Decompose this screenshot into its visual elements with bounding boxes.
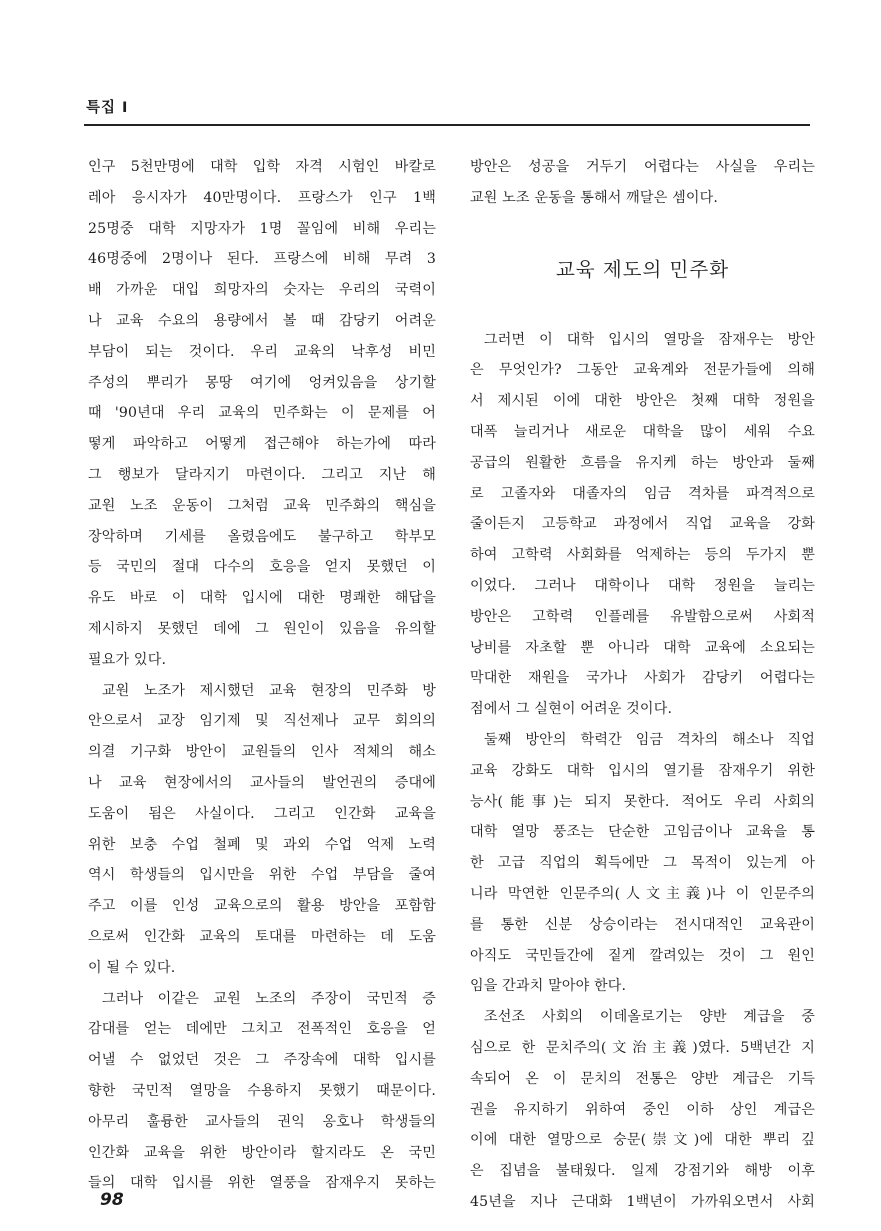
section-heading: 교육 제도의 민주화 xyxy=(555,257,730,281)
text-line: 인간화 교육을 위한 방안이라 할지라도 온 국민 xyxy=(88,1144,436,1161)
text-line: 둘째 방안의 학력간 임금 격차의 해소나 직업 xyxy=(484,731,815,748)
text-line: 점에서 그 실현이 어려운 것이다. xyxy=(470,701,673,718)
text-line: 어낼 수 없었던 것은 그 주장속에 대학 입시를 xyxy=(88,1052,436,1069)
right-column xyxy=(470,152,815,1218)
text-line: 아직도 국민들간에 짙게 깔려있는 것이 그 원인 xyxy=(470,947,815,964)
text-line: 46명중에 2명이나 된다. 프랑스에 비해 무려 3 xyxy=(88,251,436,268)
text-line: 조선조 사회의 이데올로기는 양반 계급을 중 xyxy=(484,1009,815,1026)
text-line: 도움이 됨은 사실이다. 그리고 인간화 교육을 xyxy=(88,805,436,822)
left-column xyxy=(88,152,436,1199)
text-line: 를 통한 신분 상승이라는 전시대적인 교육관이 xyxy=(470,916,815,933)
text-line: 25명중 대학 지망자가 1명 꼴임에 비해 우리는 xyxy=(88,220,436,237)
text-line: 대학 열망 풍조는 단순한 고임금이나 교육을 통 xyxy=(470,824,815,841)
text-line: 필요가 있다. xyxy=(88,651,167,668)
text-line: 위한 보충 수업 철폐 및 과외 수업 억제 노력 xyxy=(88,836,436,853)
header-rule xyxy=(84,124,810,126)
text-line: 나 교육 현장에서의 교사들의 발언권의 증대에 xyxy=(88,774,436,791)
text-line: 레아 응시자가 40만명이다. 프랑스가 인구 1백 xyxy=(88,189,436,206)
text-line: 인구 5천만명에 대학 입학 자격 시험인 바칼로 xyxy=(88,159,436,175)
text-line: 속되어 온 이 문치의 전통은 양반 계급은 기득 xyxy=(470,1070,815,1087)
text-line: 역시 학생들의 입시만을 위한 수업 부담을 줄여 xyxy=(88,867,436,884)
text-line: 한 고급 직업의 획득에만 그 목적이 있는게 아 xyxy=(470,855,815,872)
text-line: 으로써 인간화 교육의 토대를 마련하는 데 도움 xyxy=(88,928,436,945)
text-line: 교원 노조 운동이 그처럼 교육 민주화의 핵심을 xyxy=(88,497,436,514)
text-line: 때 '90년대 우리 교육의 민주화는 이 문제를 어 xyxy=(88,405,436,422)
text-line: 은 집념을 불태웠다. 일제 강점기와 해방 이후 xyxy=(470,1163,815,1180)
text-line: 서 제시된 이에 대한 방안은 첫째 대학 정원을 xyxy=(470,393,815,410)
text-line: 떻게 파악하고 어떻게 접근해야 하는가에 따라 xyxy=(88,436,436,453)
text-line: 나 교육 수요의 용량에서 볼 때 감당키 어려운 xyxy=(88,312,436,329)
text-line: 줄이든지 고등학교 과정에서 직업 교육을 강화 xyxy=(470,516,815,533)
text-line: 주성의 뿌리가 몽땅 여기에 엉켜있음을 상기할 xyxy=(88,374,436,391)
page-number: 98 xyxy=(100,1190,124,1210)
text-line: 방안은 성공을 거두기 어렵다는 사실을 우리는 xyxy=(470,159,815,175)
text-line: 부담이 되는 것이다. 우리 교육의 낙후성 비민 xyxy=(88,343,436,360)
text-line: 임을 간과치 말아야 한다. xyxy=(470,978,627,995)
text-line: 안으로서 교장 임기제 및 직선제나 교무 회의의 xyxy=(88,713,436,730)
text-line: 이에 대한 열망으로 숭문(崇文)에 대한 뿌리 깊 xyxy=(470,1132,815,1149)
text-line: 교육 강화도 대학 입시의 열기를 잠재우기 위한 xyxy=(470,762,815,779)
text-line: 하여 고학력 사회화를 억제하는 등의 두가지 뿐 xyxy=(470,547,815,564)
text-line: 심으로 한 문치주의(文治主義)였다. 5백년간 지 xyxy=(470,1039,815,1056)
text-line: 공급의 원활한 흐름을 유지케 하는 방안과 둘째 xyxy=(470,454,815,471)
text-line: 막대한 재원을 국가나 사회가 감당키 어렵다는 xyxy=(470,670,815,687)
text-line: 로 고졸자와 대졸자의 임금 격차를 파격적으로 xyxy=(470,485,815,502)
text-line: 감대를 얻는 데에만 그치고 전폭적인 호응을 얻 xyxy=(88,1021,436,1038)
text-line: 은 무엇인가? 그동안 교육계와 전문가들에 의해 xyxy=(470,362,815,379)
text-line: 니라 막연한 인문주의(人文主義)나 이 인문주의 xyxy=(470,885,815,902)
text-line: 능사(能事)는 되지 못한다. 적어도 우리 사회의 xyxy=(470,793,815,810)
text-line: 대폭 늘리거나 새로운 대학을 많이 세워 수요 xyxy=(470,423,815,440)
text-line: 그 행보가 달라지기 마련이다. 그리고 지난 해 xyxy=(88,466,436,483)
text-line: 권을 유지하기 위하여 중인 이하 상인 계급은 xyxy=(470,1101,815,1118)
text-line: 유도 바로 이 대학 입시에 대한 명쾌한 해답을 xyxy=(88,590,436,607)
text-line: 방안은 고학력 인플레를 유발함으로써 사회적 xyxy=(470,608,815,625)
text-line: 교원 노조 운동을 통해서 깨달은 셈이다. xyxy=(470,189,719,206)
text-line: 주고 이를 인성 교육으로의 활용 방안을 포함함 xyxy=(88,898,436,915)
text-line: 배 가까운 대입 희망자의 숫자는 우리의 국력이 xyxy=(88,282,436,299)
text-line: 낭비를 자초할 뿐 아니라 대학 교육에 소요되는 xyxy=(470,639,815,656)
page-header-label: 특집 I xyxy=(86,100,129,116)
text-line: 교원 노조가 제시했던 교육 현장의 민주화 방 xyxy=(102,682,436,699)
text-line: 이 될 수 있다. xyxy=(88,959,176,976)
text-line: 아무리 훌륭한 교사들의 권익 옹호나 학생들의 xyxy=(88,1113,436,1130)
text-line: 45년을 지나 근대화 1백년이 가까워오면서 사회 xyxy=(470,1193,815,1210)
text-line: 향한 국민적 열망을 수용하지 못했기 때문이다. xyxy=(88,1082,436,1099)
text-line: 의결 기구화 방안이 교원들의 인사 적체의 해소 xyxy=(88,744,436,761)
text-line: 그러면 이 대학 입시의 열망을 잠재우는 방안 xyxy=(484,331,815,348)
text-line: 제시하지 못했던 데에 그 원인이 있음을 유의할 xyxy=(88,620,436,637)
text-line: 장악하며 기세를 올렸음에도 불구하고 학부모 xyxy=(88,528,436,545)
text-line: 이었다. 그러나 대학이나 대학 정원을 늘리는 xyxy=(470,577,815,594)
text-line: 등 국민의 절대 다수의 호응을 얻지 못했던 이 xyxy=(88,559,436,576)
text-line: 그러나 이같은 교원 노조의 주장이 국민적 증 xyxy=(102,990,436,1007)
text-line: 들의 대학 입시를 위한 열풍을 잠재우지 못하는 xyxy=(88,1175,436,1192)
